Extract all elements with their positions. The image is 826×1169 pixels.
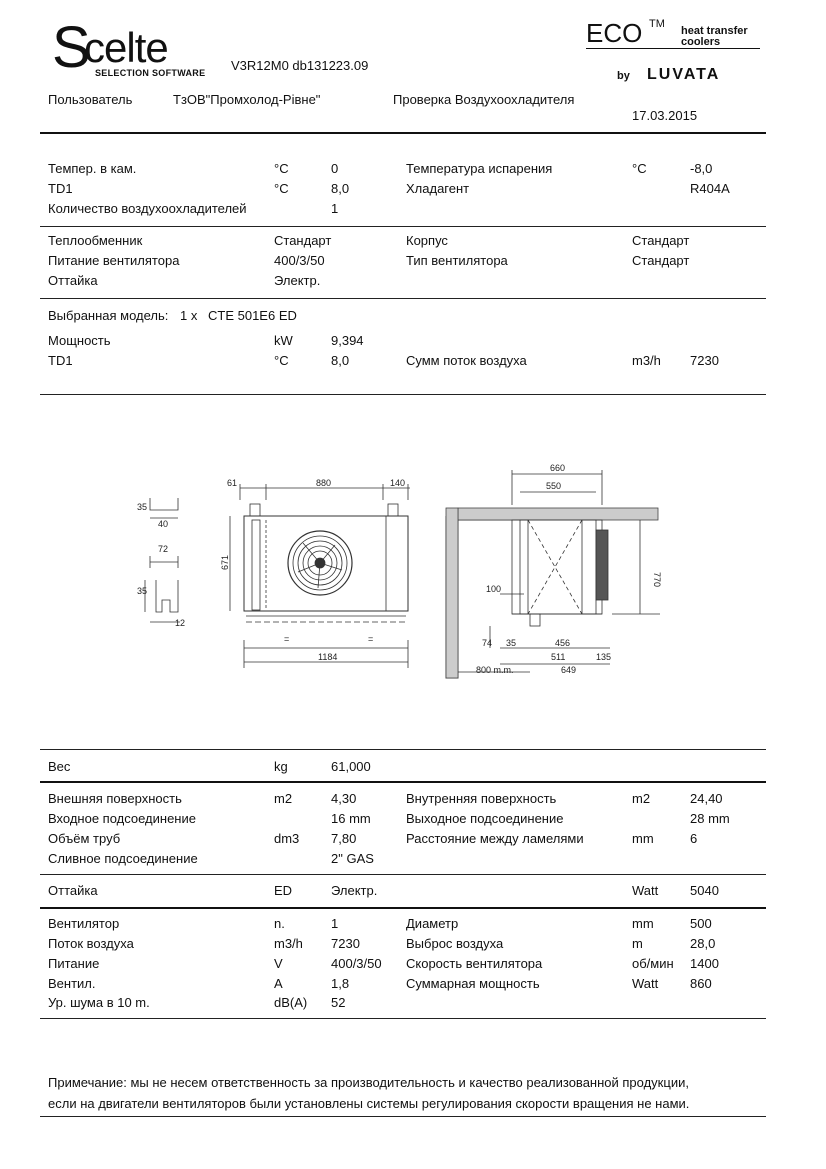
cond-label: Количество воздухоохладителей bbox=[48, 201, 247, 216]
document-date: 17.03.2015 bbox=[632, 108, 698, 123]
section-divider bbox=[40, 749, 766, 750]
spec-unit: dm3 bbox=[274, 831, 300, 846]
fan-unit: m3/h bbox=[274, 936, 303, 951]
option-value: Стандарт bbox=[274, 233, 332, 248]
fan-value: 28,0 bbox=[690, 936, 716, 951]
spec-unit: m2 bbox=[632, 791, 651, 806]
weight-value: 61,000 bbox=[331, 759, 371, 774]
selected-value: 9,394 bbox=[331, 333, 364, 348]
dim-770: 770 bbox=[652, 572, 662, 588]
selected-unit: °C bbox=[274, 353, 289, 368]
by-text: by bbox=[617, 70, 630, 82]
dim-800: 800 m.m. bbox=[476, 665, 514, 675]
selected-model-name: CTE 501E6 ED bbox=[208, 308, 297, 323]
selected-label: Мощность bbox=[48, 333, 111, 348]
option-label: Питание вентилятора bbox=[48, 253, 180, 268]
dim-eq-2: = bbox=[368, 634, 374, 644]
fan-label: Вентил. bbox=[48, 976, 96, 991]
option-label: Оттайка bbox=[48, 273, 98, 288]
selected-unit: kW bbox=[274, 333, 293, 348]
cond-value: 0 bbox=[331, 161, 339, 176]
dim-550: 550 bbox=[546, 481, 562, 491]
disclaimer-line-1: Примечание: мы не несем ответственность за производительность и качество реализованной продукции, bbox=[48, 1075, 689, 1090]
selected-model-label: Выбранная модель: bbox=[48, 308, 169, 323]
weight-label: Вес bbox=[48, 759, 71, 774]
section-divider bbox=[40, 874, 766, 875]
dim-100: 100 bbox=[486, 584, 502, 594]
option-label: Корпус bbox=[406, 233, 448, 248]
cond-label: TD1 bbox=[48, 181, 73, 196]
section-divider bbox=[40, 298, 766, 299]
spec-unit: m2 bbox=[274, 791, 293, 806]
cond-value: -8,0 bbox=[690, 161, 713, 176]
cond-value: R404A bbox=[690, 181, 730, 196]
spec-value: 24,40 bbox=[690, 791, 723, 806]
selected-label: TD1 bbox=[48, 353, 73, 368]
fan-unit: V bbox=[274, 956, 283, 971]
dim-35c: 35 bbox=[506, 638, 517, 648]
fan-value: 1 bbox=[331, 916, 339, 931]
dim-671: 671 bbox=[220, 554, 230, 570]
spec-label: Объём труб bbox=[48, 831, 121, 846]
dim-511: 511 bbox=[551, 652, 566, 662]
selected-value: 8,0 bbox=[331, 353, 350, 368]
dim-74: 74 bbox=[482, 638, 493, 648]
eco-trademark: TM bbox=[649, 18, 665, 30]
document-title: Проверка Воздухоохладителя bbox=[393, 92, 575, 107]
fan-label: Выброс воздуха bbox=[406, 936, 504, 951]
defrost-power-value: 5040 bbox=[690, 883, 719, 898]
header-divider bbox=[40, 132, 766, 134]
user-value: ТзОВ"Промхолод-Рівне" bbox=[173, 92, 321, 107]
weight-unit: kg bbox=[274, 759, 288, 774]
airflow-value: 7230 bbox=[690, 353, 719, 368]
section-divider bbox=[40, 907, 766, 909]
cond-unit: °C bbox=[274, 181, 289, 196]
cond-label: Темпер. в кам. bbox=[48, 161, 137, 176]
defrost-power-unit: Watt bbox=[632, 883, 659, 898]
defrost-unit: ED bbox=[274, 883, 293, 898]
fan-unit: mm bbox=[632, 916, 654, 931]
fan-value: 7230 bbox=[331, 936, 360, 951]
dim-72: 72 bbox=[158, 544, 169, 554]
spec-label: Выходное подсоединение bbox=[406, 811, 564, 826]
fan-unit: об/мин bbox=[632, 956, 674, 971]
dim-660: 660 bbox=[550, 463, 566, 473]
fan-value: 860 bbox=[690, 976, 712, 991]
option-label: Теплообменник bbox=[48, 233, 143, 248]
cond-label: Хладагент bbox=[406, 181, 470, 196]
eco-tagline-2: coolers bbox=[681, 36, 721, 48]
dim-456: 456 bbox=[555, 638, 571, 648]
option-value: 400/3/50 bbox=[274, 253, 325, 268]
dim-eq-1: = bbox=[284, 634, 290, 644]
dim-140: 140 bbox=[390, 478, 406, 488]
eco-divider bbox=[586, 48, 760, 49]
dim-880: 880 bbox=[316, 478, 332, 488]
spec-value: 2" GAS bbox=[331, 851, 374, 866]
eco-wordmark: ECO bbox=[586, 18, 643, 48]
spec-label: Внешняя поверхность bbox=[48, 791, 182, 806]
spec-value: 6 bbox=[690, 831, 698, 846]
fan-label: Вентилятор bbox=[48, 916, 120, 931]
fan-unit: A bbox=[274, 976, 283, 991]
fan-label: Питание bbox=[48, 956, 100, 971]
spec-unit: mm bbox=[632, 831, 654, 846]
fan-label: Суммарная мощность bbox=[406, 976, 540, 991]
spec-label: Расстояние между ламелями bbox=[406, 831, 584, 846]
spec-value: 7,80 bbox=[331, 831, 357, 846]
dim-649: 649 bbox=[561, 665, 577, 675]
option-value: Электр. bbox=[274, 273, 321, 288]
spec-value: 16 mm bbox=[331, 811, 371, 826]
fan-value: 1400 bbox=[690, 956, 719, 971]
cond-value: 1 bbox=[331, 201, 339, 216]
fan-value: 1,8 bbox=[331, 976, 350, 991]
fan-value: 500 bbox=[690, 916, 712, 931]
fan-label: Диаметр bbox=[406, 916, 459, 931]
section-divider bbox=[40, 781, 766, 783]
fan-value: 52 bbox=[331, 995, 346, 1010]
dim-135: 135 bbox=[596, 652, 612, 662]
cond-unit: °C bbox=[632, 161, 647, 176]
disclaimer-line-2: если на двигатели вентиляторов были установлены системы регулирования скорости вращения не нами. bbox=[48, 1096, 690, 1111]
spec-label: Внутренняя поверхность bbox=[406, 791, 557, 806]
fan-label: Скорость вентилятора bbox=[406, 956, 543, 971]
option-value: Стандарт bbox=[632, 233, 690, 248]
dim-61: 61 bbox=[227, 478, 238, 488]
airflow-label: Сумм поток воздуха bbox=[406, 353, 527, 368]
dim-12: 12 bbox=[175, 618, 186, 628]
section-divider bbox=[40, 226, 766, 227]
option-value: Стандарт bbox=[632, 253, 690, 268]
eco-tagline-1: heat transfer bbox=[681, 25, 748, 37]
option-label: Тип вентилятора bbox=[406, 253, 508, 268]
fan-unit: Watt bbox=[632, 976, 659, 991]
cond-unit: °C bbox=[274, 161, 289, 176]
cond-label: Температура испарения bbox=[406, 161, 553, 176]
section-divider bbox=[40, 1018, 766, 1019]
spec-value: 4,30 bbox=[331, 791, 357, 806]
spec-value: 28 mm bbox=[690, 811, 730, 826]
logo-subtitle: SELECTION SOFTWARE bbox=[95, 68, 206, 78]
dim-35a: 35 bbox=[137, 502, 148, 512]
defrost-type: Электр. bbox=[331, 883, 378, 898]
fan-unit: dB(A) bbox=[274, 995, 308, 1010]
dim-35b: 35 bbox=[137, 586, 148, 596]
software-version: V3R12M0 db131223.09 bbox=[231, 58, 369, 73]
technical-drawing bbox=[0, 400, 826, 700]
fan-unit: m bbox=[632, 936, 643, 951]
section-divider bbox=[40, 394, 766, 395]
dim-1184: 1184 bbox=[318, 652, 338, 662]
fan-value: 400/3/50 bbox=[331, 956, 382, 971]
user-label: Пользователь bbox=[48, 92, 133, 107]
logo-wordmark: celte bbox=[84, 24, 168, 71]
luvata-logo: LUVATA bbox=[647, 66, 721, 83]
fan-label: Поток воздуха bbox=[48, 936, 134, 951]
airflow-unit: m3/h bbox=[632, 353, 661, 368]
spec-label: Сливное подсоединение bbox=[48, 851, 198, 866]
cond-value: 8,0 bbox=[331, 181, 350, 196]
spec-label: Входное подсоединение bbox=[48, 811, 196, 826]
footer-divider bbox=[40, 1116, 766, 1117]
logo-letter-s: S bbox=[52, 15, 87, 80]
fan-unit: n. bbox=[274, 916, 285, 931]
selected-model-qty: 1 x bbox=[180, 308, 198, 323]
fan-label: Ур. шума в 10 m. bbox=[48, 995, 150, 1010]
dim-40: 40 bbox=[158, 519, 169, 529]
defrost-label: Оттайка bbox=[48, 883, 98, 898]
